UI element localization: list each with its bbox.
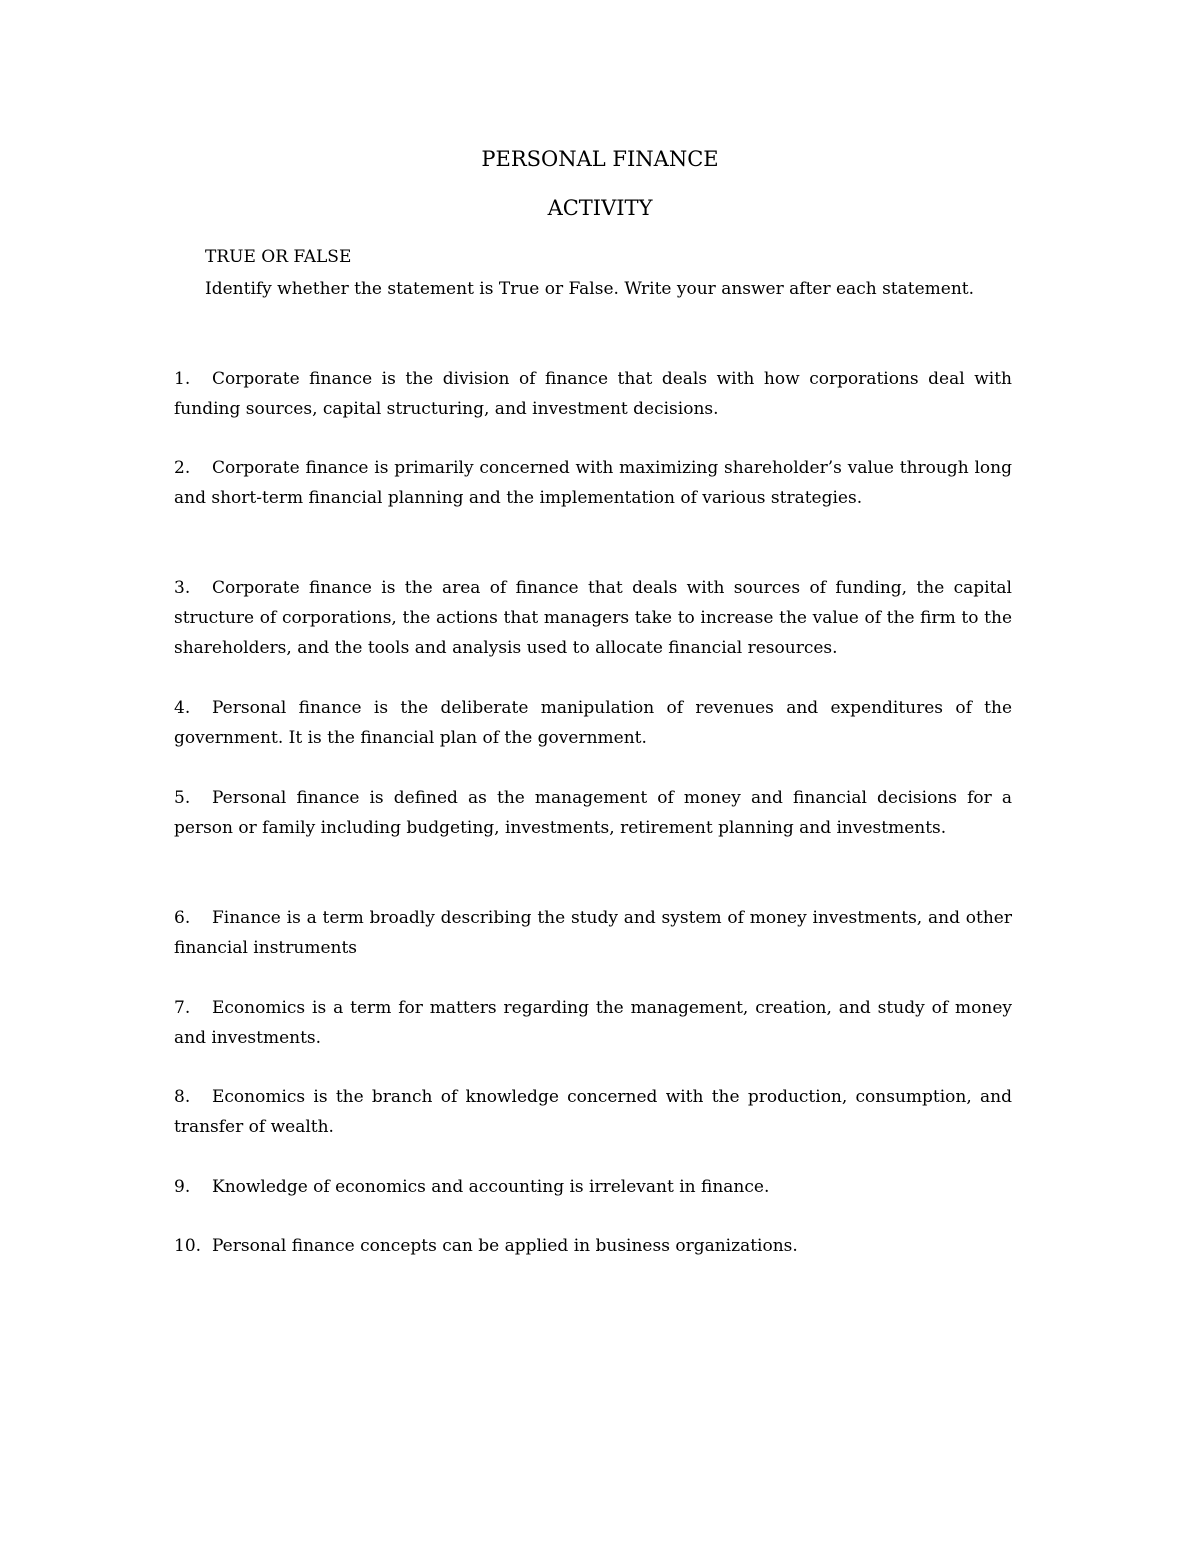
question-number: 10. — [174, 1236, 202, 1256]
question-item-3 — [174, 573, 1012, 663]
question-text: Corporate finance is the area of finance that deals with sources of funding, the capital structure of corporations, the actions that managers take to increase the value of the firm to the shareholders, and the tools and analysis used to allocate financial resources. — [174, 578, 1012, 658]
question-item-2 — [174, 453, 1012, 513]
question-text: Knowledge of economics and accounting is irrelevant in finance. — [212, 1177, 770, 1197]
question-text: Finance is a term broadly describing the study and system of money investments, and other financial instruments — [174, 908, 1012, 958]
section-label: TRUE OR FALSE — [205, 247, 352, 267]
question-number: 5. — [174, 788, 191, 808]
question-text: Personal finance is the deliberate manipulation of revenues and expenditures of the government. It is the financial plan of the government. — [174, 698, 1012, 748]
question-text: Personal finance is defined as the management of money and financial decisions for a person or family including budgeting, investments, retirement planning and investments. — [174, 788, 1012, 838]
question-item-9 — [174, 1172, 1012, 1202]
document-title: PERSONAL FINANCE — [481, 147, 719, 171]
question-item-1 — [174, 364, 1012, 424]
document-subtitle: ACTIVITY — [547, 196, 653, 220]
question-number: 9. — [174, 1177, 191, 1197]
question-item-7 — [174, 993, 1012, 1053]
question-item-8 — [174, 1082, 1012, 1142]
question-item-6 — [174, 903, 1012, 963]
question-number: 1. — [174, 369, 191, 389]
question-text: Personal finance concepts can be applied in business organizations. — [212, 1236, 798, 1256]
question-text: Corporate finance is primarily concerned with maximizing shareholder’s value through long and short-term financial planning and the implementation of various strategies. — [174, 458, 1012, 508]
question-text: Corporate finance is the division of finance that deals with how corporations deal with funding sources, capital structuring, and investment decisions. — [174, 369, 1012, 419]
question-item-5 — [174, 783, 1012, 843]
question-item-10 — [174, 1231, 1012, 1261]
question-item-4 — [174, 693, 1012, 753]
question-number: 3. — [174, 578, 191, 598]
question-number: 7. — [174, 998, 191, 1018]
question-number: 6. — [174, 908, 191, 928]
question-number: 4. — [174, 698, 191, 718]
question-number: 2. — [174, 458, 191, 478]
question-text: Economics is a term for matters regarding the management, creation, and study of money and investments. — [174, 998, 1012, 1048]
instructions: Identify whether the statement is True or False. Write your answer after each statement. — [205, 279, 975, 299]
question-number: 8. — [174, 1087, 191, 1107]
question-text: Economics is the branch of knowledge concerned with the production, consumption, and transfer of wealth. — [174, 1087, 1012, 1137]
